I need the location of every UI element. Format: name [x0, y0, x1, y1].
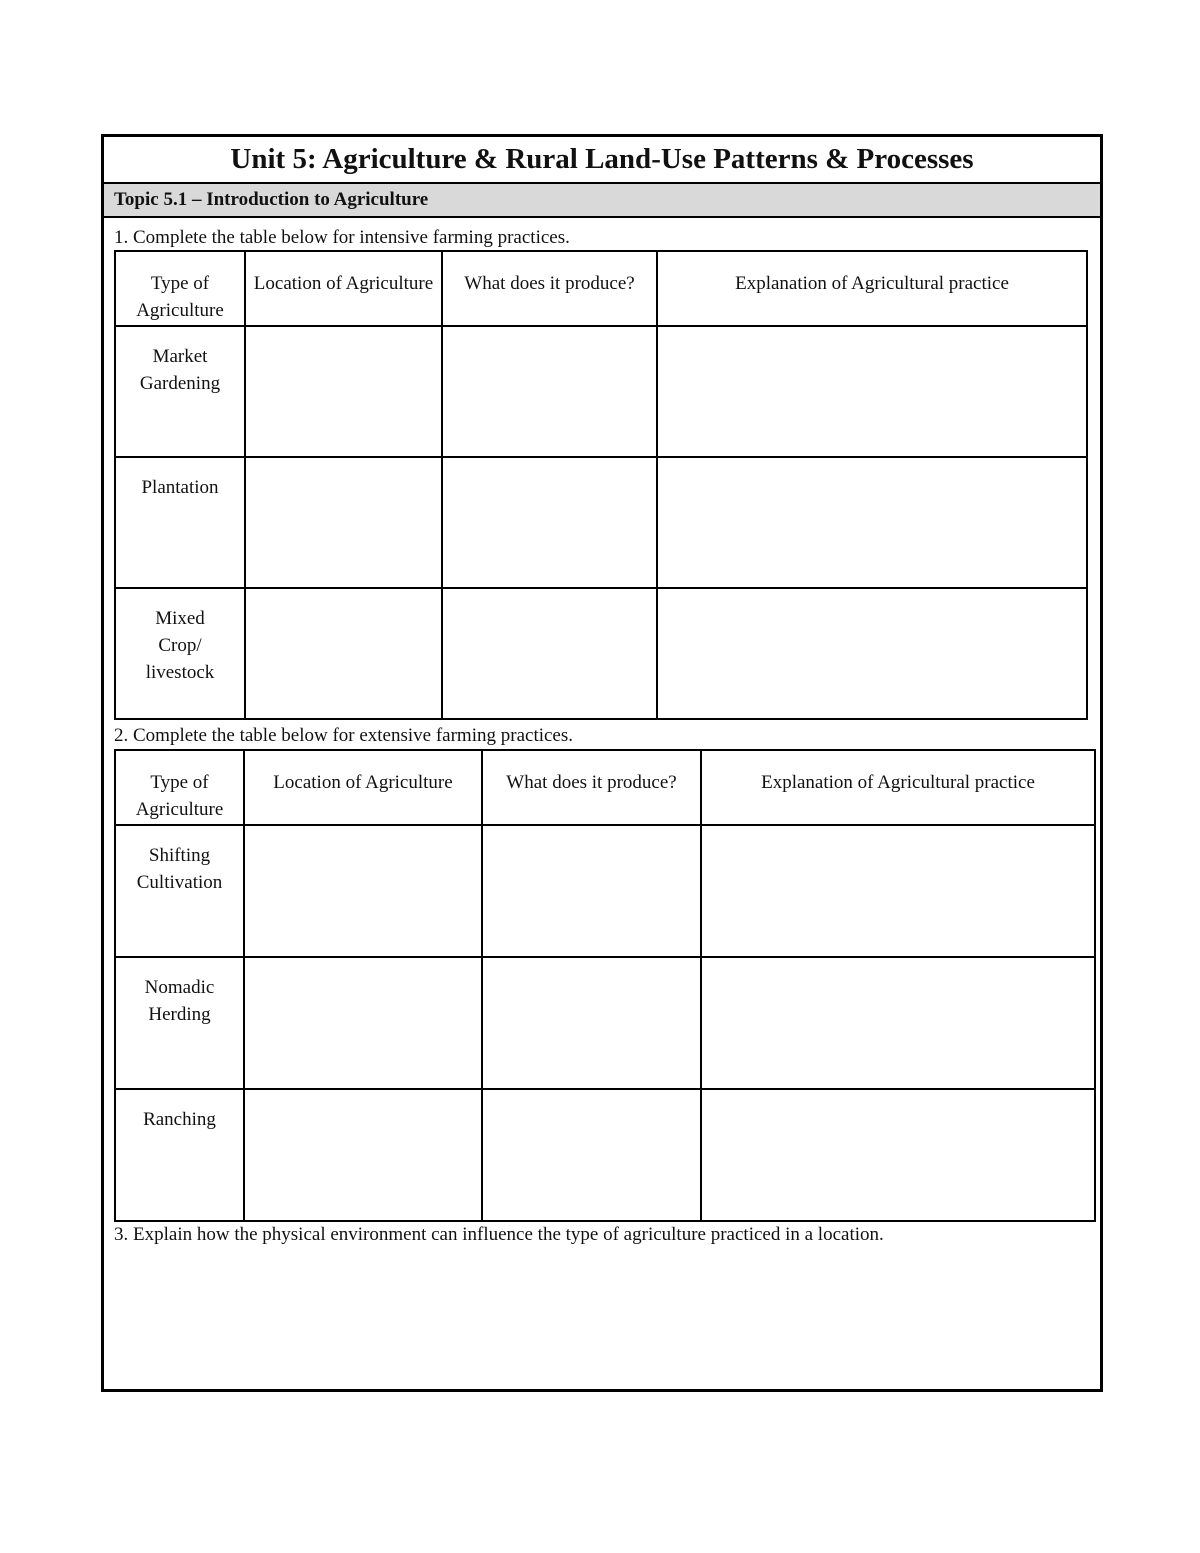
extensive-farming-table — [114, 749, 1096, 1222]
explanation-cell[interactable] — [701, 1089, 1095, 1221]
location-cell[interactable] — [244, 957, 482, 1089]
worksheet — [101, 134, 1103, 1392]
explanation-cell[interactable] — [657, 326, 1087, 457]
row-label-plantation: Plantation — [115, 457, 245, 588]
row-label-mixed-crop-livestock — [115, 588, 245, 719]
explanation-cell[interactable] — [657, 457, 1087, 588]
question-2-prompt: 2. Complete the table below for extensive farming practices. — [114, 725, 574, 746]
header-type-text: Type of Agriculture — [135, 772, 224, 820]
table-header-row — [115, 251, 1087, 326]
intensive-farming-table — [114, 250, 1088, 720]
header-explanation: Explanation of Agricultural practice — [657, 251, 1087, 326]
table-row — [115, 1089, 1095, 1221]
header-explanation: Explanation of Agricultural practice — [701, 750, 1095, 825]
topic-heading: Topic 5.1 – Introduction to Agriculture — [104, 184, 1100, 218]
table-row — [115, 957, 1095, 1089]
page-title: Unit 5: Agriculture & Rural Land-Use Patterns & Processes — [104, 137, 1100, 184]
table-row — [115, 825, 1095, 957]
location-cell[interactable] — [245, 588, 442, 719]
produce-cell[interactable] — [442, 457, 657, 588]
header-type — [115, 750, 244, 825]
explanation-cell[interactable] — [701, 957, 1095, 1089]
question-3-prompt: 3. Explain how the physical environment can influence the type of agriculture practiced in a location. — [114, 1224, 884, 1245]
produce-cell[interactable] — [482, 825, 701, 957]
produce-cell[interactable] — [442, 588, 657, 719]
header-location: Location of Agriculture — [245, 251, 442, 326]
row-label-text: Mixed Crop/ livestock — [145, 608, 215, 683]
header-type: Type of Agriculture — [115, 251, 245, 326]
explanation-cell[interactable] — [701, 825, 1095, 957]
location-cell[interactable] — [245, 326, 442, 457]
header-location: Location of Agriculture — [244, 750, 482, 825]
table-row — [115, 588, 1087, 719]
table-row — [115, 326, 1087, 457]
table-row — [115, 457, 1087, 588]
row-label-shifting-cultivation: Shifting Cultivation — [115, 825, 244, 957]
header-produce: What does it produce? — [482, 750, 701, 825]
location-cell[interactable] — [244, 1089, 482, 1221]
produce-cell[interactable] — [482, 1089, 701, 1221]
row-label-nomadic-herding: Nomadic Herding — [115, 957, 244, 1089]
row-label-market-gardening: Market Gardening — [115, 326, 245, 457]
question-3-answer-area[interactable] — [114, 1249, 1090, 1379]
produce-cell[interactable] — [442, 326, 657, 457]
produce-cell[interactable] — [482, 957, 701, 1089]
table-header-row — [115, 750, 1095, 825]
question-1-prompt: 1. Complete the table below for intensive farming practices. — [114, 227, 570, 248]
location-cell[interactable] — [244, 825, 482, 957]
location-cell[interactable] — [245, 457, 442, 588]
row-label-ranching: Ranching — [115, 1089, 244, 1221]
explanation-cell[interactable] — [657, 588, 1087, 719]
header-produce: What does it produce? — [442, 251, 657, 326]
